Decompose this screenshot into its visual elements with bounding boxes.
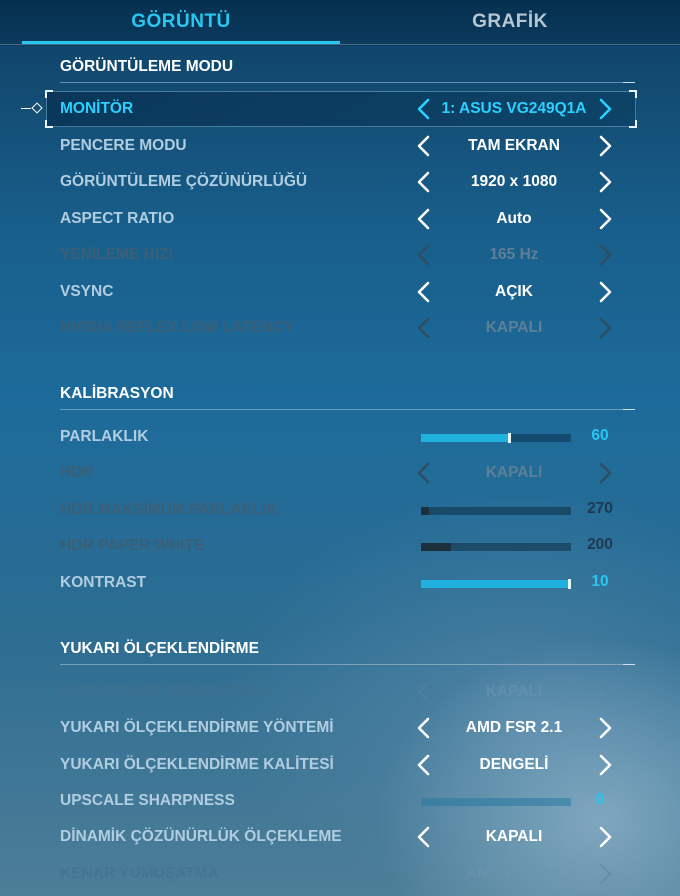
chevron-left-icon	[413, 242, 435, 268]
chevron-left-icon[interactable]	[413, 279, 435, 305]
setting-value: 1: ASUS VG249Q1A	[441, 100, 587, 117]
setting-row-upscale-quality[interactable]	[0, 750, 680, 780]
section-divider	[60, 409, 635, 410]
chevron-right-icon[interactable]	[594, 96, 616, 122]
setting-row-aspect-ratio[interactable]	[0, 204, 680, 234]
chevron-right-icon[interactable]	[594, 752, 616, 778]
slider-value: 60	[591, 427, 609, 444]
setting-value: Auto	[496, 210, 532, 227]
brightness-slider[interactable]	[421, 434, 571, 442]
section-divider	[60, 82, 635, 83]
setting-label: YUKARI ÖLÇEKLENDİRME YÖNTEMİ	[60, 719, 334, 736]
setting-label: VSYNC	[60, 283, 114, 300]
setting-label: HDR PAPER WHITE	[60, 537, 205, 554]
setting-label: NVIDIA REFLEX LOW LATENCY	[60, 319, 295, 336]
setting-value: KAPALI	[485, 319, 543, 336]
chevron-right-icon	[594, 242, 616, 268]
setting-label: YUKARI ÖLÇEKLENDİRME KALİTESİ	[60, 756, 334, 773]
setting-row-upscale-sharpness[interactable]	[0, 786, 680, 816]
slider-handle[interactable]	[568, 579, 571, 589]
chevron-right-icon[interactable]	[594, 279, 616, 305]
setting-row-dlss-frame-generation	[0, 677, 680, 707]
slider-value: 270	[587, 500, 613, 517]
tab-divider	[0, 44, 680, 45]
chevron-left-icon[interactable]	[413, 206, 435, 232]
slider-value: 200	[587, 536, 613, 553]
hdr-paper-white-slider	[421, 543, 571, 551]
setting-value: DENGELİ	[479, 756, 549, 773]
chevron-left-icon[interactable]	[413, 824, 435, 850]
chevron-left-icon	[413, 315, 435, 341]
section-title-calibration: KALİBRASYON	[60, 385, 174, 402]
tab-bar	[0, 0, 680, 46]
setting-row-contrast[interactable]	[0, 568, 680, 598]
setting-label: MONİTÖR	[60, 100, 134, 117]
setting-value: 1920 x 1080	[470, 173, 558, 190]
setting-value: AMD FSR 2.1	[465, 865, 563, 882]
chevron-left-icon[interactable]	[413, 752, 435, 778]
setting-label: DİNAMİK ÇÖZÜNÜRLÜK ÖLÇEKLEME	[60, 828, 342, 845]
chevron-right-icon[interactable]	[594, 824, 616, 850]
setting-label: GÖRÜNTÜLEME ÇÖZÜNÜRLÜĞÜ	[60, 173, 308, 190]
setting-label: HDR	[60, 464, 94, 481]
contrast-slider[interactable]	[421, 580, 571, 588]
chevron-right-icon[interactable]	[594, 133, 616, 159]
setting-row-hdr-paper-white	[0, 531, 680, 561]
setting-value: KAPALI	[485, 828, 543, 845]
slider-fill	[421, 434, 511, 442]
setting-label: YENİLEME HIZI	[60, 246, 173, 263]
slider-fill	[421, 543, 451, 551]
slider-fill	[421, 580, 571, 588]
chevron-right-icon	[594, 679, 616, 705]
chevron-right-icon[interactable]	[594, 169, 616, 195]
setting-value: 165 Hz	[489, 246, 539, 263]
tab-graphics[interactable]: GRAFİK	[472, 11, 548, 32]
setting-row-monitor[interactable]	[0, 94, 680, 124]
setting-row-upscale-method[interactable]	[0, 713, 680, 743]
setting-row-hdr-max-brightness	[0, 495, 680, 525]
upscale-sharpness-slider[interactable]	[421, 798, 571, 806]
setting-value: KAPALI	[485, 464, 543, 481]
setting-value: AÇIK	[495, 283, 533, 300]
chevron-right-icon	[594, 861, 616, 887]
setting-row-window-mode[interactable]	[0, 131, 680, 161]
chevron-right-icon	[594, 315, 616, 341]
setting-label: UPSCALE SHARPNESS	[60, 792, 235, 809]
setting-label: ASPECT RATIO	[60, 210, 175, 227]
slider-fill	[421, 507, 429, 515]
setting-row-resolution[interactable]	[0, 167, 680, 197]
setting-row-dynamic-resolution[interactable]	[0, 822, 680, 852]
chevron-left-icon	[413, 861, 435, 887]
setting-row-vsync[interactable]	[0, 277, 680, 307]
chevron-left-icon[interactable]	[413, 96, 435, 122]
setting-value: AMD FSR 2.1	[465, 719, 563, 736]
chevron-right-icon[interactable]	[594, 715, 616, 741]
setting-row-hdr	[0, 458, 680, 488]
setting-label: DLSS FRAME GENERATION	[60, 683, 268, 700]
setting-row-brightness[interactable]	[0, 422, 680, 452]
setting-value: KAPALI	[485, 683, 543, 700]
chevron-right-icon[interactable]	[594, 206, 616, 232]
setting-row-refresh-rate	[0, 240, 680, 270]
chevron-left-icon	[413, 460, 435, 486]
section-title-display-mode: GÖRÜNTÜLEME MODU	[60, 58, 234, 75]
tab-display[interactable]: GÖRÜNTÜ	[22, 0, 340, 46]
setting-label: KENAR YUMUŞATMA	[60, 865, 219, 882]
setting-label: PARLAKLIK	[60, 428, 149, 445]
slider-handle[interactable]	[508, 433, 511, 443]
chevron-left-icon[interactable]	[413, 169, 435, 195]
section-title-upscaling: YUKARI ÖLÇEKLENDİRME	[60, 640, 259, 657]
setting-label: HDR MAKSİMUM PARLAKLIK	[60, 501, 278, 518]
chevron-left-icon[interactable]	[413, 715, 435, 741]
hdr-max-brightness-slider	[421, 507, 571, 515]
setting-label: KONTRAST	[60, 574, 147, 591]
chevron-left-icon	[413, 679, 435, 705]
chevron-left-icon[interactable]	[413, 133, 435, 159]
slider-value: 0	[595, 791, 605, 808]
setting-label: PENCERE MODU	[60, 137, 187, 154]
setting-value: TAM EKRAN	[468, 137, 560, 154]
chevron-right-icon	[594, 460, 616, 486]
slider-value: 10	[591, 573, 609, 590]
setting-row-nvidia-reflex	[0, 313, 680, 343]
setting-row-anti-aliasing	[0, 859, 680, 889]
section-divider	[60, 664, 635, 665]
